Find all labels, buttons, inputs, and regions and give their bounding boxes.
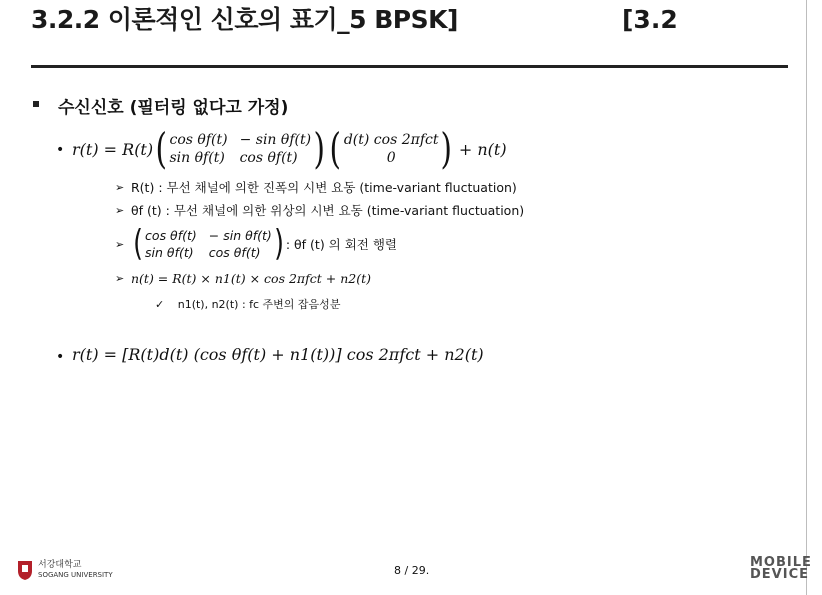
- mobile-device-logo: MOBILE DEVICE: [750, 555, 812, 582]
- rotation-matrix-small: [145, 228, 272, 260]
- bullet-square-icon: [33, 101, 39, 107]
- received-signal-equation-2: r(t) = [R(t)d(t) (cos θf(t) + n1(t))] cos 2πfct + n2(t): [72, 345, 484, 364]
- page-title-fragment: [3.2: [622, 5, 678, 34]
- university-name-en: SOGANG UNIVERSITY: [38, 571, 113, 579]
- matrix-cell: − sin θf(t): [208, 228, 272, 243]
- arrow-bullet-icon: ➢: [115, 203, 125, 217]
- matrix-cell: sin θf(t): [169, 150, 225, 166]
- title-divider: [31, 65, 788, 68]
- signal-vector: [344, 132, 439, 166]
- list-item: ➢ ( cos θf(t) − sin θf(t) sin θf(t) cos θf(t) ) : θf (t) 의 회전 행렬: [115, 223, 398, 264]
- eq1-noise-term: + n(t): [458, 139, 507, 159]
- vector-cell: 0: [386, 150, 396, 166]
- arrow-bullet-icon: ➢: [115, 272, 125, 285]
- page-number: 8 / 29.: [394, 564, 430, 577]
- page-title: 3.2.2 이론적인 신호의 표기_5 BPSK]: [31, 5, 458, 34]
- arrow-bullet-icon: ➢: [115, 237, 125, 251]
- slide-edge-line: [806, 0, 807, 595]
- list-item: ✓ n1(t), n2(t) : fc 주변의 잡음성분: [155, 298, 341, 311]
- matrix-cell: − sin θf(t): [239, 132, 312, 148]
- matrix-cell: sin θf(t): [145, 245, 194, 260]
- list-item: ➢ R(t) : 무선 채널에 의한 진폭의 시변 요동 (time-variant fluctuation): [115, 180, 517, 195]
- arrow-bullet-icon: ➢: [115, 180, 125, 194]
- matrix-cell: cos θf(t): [145, 228, 197, 243]
- university-emblem-icon: [16, 559, 34, 581]
- university-name-kr: 서강대학교: [38, 560, 82, 570]
- matrix-cell: cos θf(t): [169, 132, 228, 148]
- university-logo: [16, 559, 113, 581]
- received-signal-equation: r(t) = R(t) ( cos θf(t) − sin θf(t) sin θf(t) cos θf(t) ) ( d(t) cos 2πfct 0 ) + n(t): [72, 124, 507, 173]
- matrix-cell: cos θf(t): [239, 150, 298, 166]
- check-bullet-icon: ✓: [155, 298, 165, 311]
- eq1-lhs: r(t) = R(t): [72, 139, 154, 159]
- bullet-dot-icon: •: [56, 142, 65, 158]
- rotation-matrix: [170, 132, 312, 166]
- vector-cell: d(t) cos 2πfct: [343, 132, 439, 148]
- bullet-dot-icon: •: [56, 349, 65, 365]
- list-item: ➢ θf (t) : 무선 채널에 의한 위상의 시변 요동 (time-variant fluctuation): [115, 203, 525, 218]
- matrix-cell: cos θf(t): [208, 245, 261, 260]
- list-item: ➢ n(t) = R(t) × n1(t) × cos 2πfct + n2(t): [115, 271, 371, 286]
- section-heading: 수신신호 (필터링 없다고 가정): [58, 98, 289, 118]
